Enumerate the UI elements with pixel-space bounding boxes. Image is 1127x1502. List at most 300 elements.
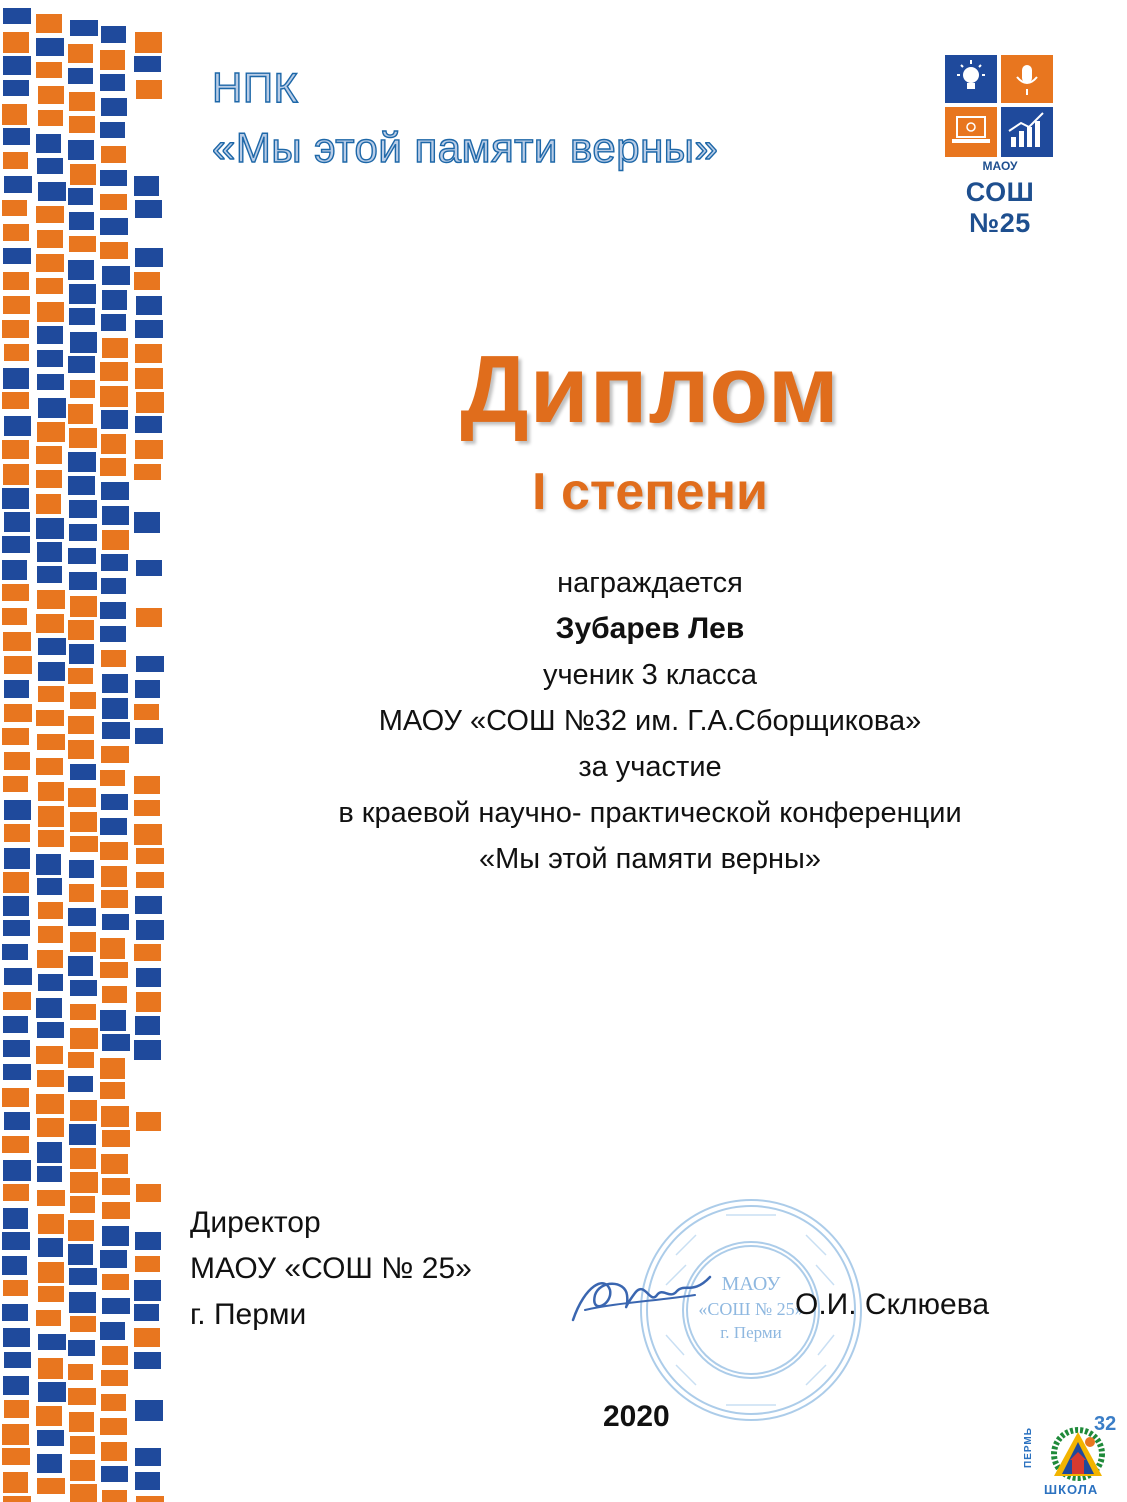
mosaic-tile [102,1490,127,1502]
mosaic-tile [102,530,129,550]
mosaic-tile [102,1346,128,1365]
diploma-degree: I степени [532,463,768,521]
mosaic-tile [38,686,64,702]
school-32-logo-emblem [1040,1424,1110,1482]
mosaic-tile [2,584,29,601]
school-logo-maou: МАОУ [982,159,1018,173]
mosaic-tile [38,1382,66,1402]
mosaic-tile [38,902,63,919]
award-text [250,560,1050,882]
mosaic-tile [69,308,95,325]
director-city: г. Перми [190,1298,307,1331]
mosaic-tile [3,1064,31,1080]
mosaic-tile [69,1124,96,1145]
mosaic-tile [69,572,97,590]
mosaic-tile [36,998,62,1018]
mosaic-tile [4,512,30,532]
mosaic-tile [69,236,96,252]
mosaic-tile [135,1400,163,1421]
mosaic-tile [3,776,28,792]
school-logo-number: СОШ №25 [965,177,1035,238]
mosaic-tile [100,194,127,210]
mosaic-tile [38,86,64,104]
mosaic-tile [2,944,28,960]
mosaic-tile [69,860,94,878]
mosaic-tile [101,890,128,908]
mosaic-tile [134,1328,160,1347]
mosaic-tile [36,854,61,875]
mosaic-tile [102,722,130,739]
mosaic-tile [102,1202,130,1219]
mosaic-tile [37,878,62,895]
decorative-mosaic-border [0,0,170,1502]
mosaic-tile [102,506,129,525]
school-logo-icons [945,55,1053,157]
mosaic-tile [70,692,96,709]
mosaic-tile [135,896,162,914]
mosaic-tile [3,872,29,893]
mosaic-tile [69,500,97,518]
mosaic-tile [4,344,29,361]
mosaic-tile [100,74,125,91]
mosaic-tile [134,1040,161,1060]
mosaic-tile [2,560,27,580]
mosaic-tile [135,1472,160,1490]
mosaic-tile [100,1250,127,1268]
mosaic-tile [136,920,164,940]
mosaic-tile [2,536,30,553]
mosaic-tile [36,1310,61,1326]
mosaic-tile [136,848,164,864]
mosaic-tile [102,698,128,719]
mosaic-tile [134,272,160,290]
mosaic-tile [2,1232,30,1250]
mosaic-tile [3,1280,28,1296]
mosaic-tile [68,1052,94,1068]
mosaic-tile [70,836,98,852]
mosaic-tile [38,1214,64,1234]
mosaic-tile [135,368,163,389]
mosaic-tile [100,1058,125,1079]
mosaic-tile [36,278,63,294]
mosaic-tile [38,1358,63,1379]
mosaic-tile [135,1448,161,1466]
mosaic-tile [2,608,27,625]
mosaic-tile [68,260,94,280]
mosaic-tile [101,146,126,163]
mosaic-tile [4,704,32,722]
mosaic-tile [101,1370,128,1386]
mosaic-tile [2,200,27,216]
mosaic-tile [3,920,30,936]
mosaic-tile [134,704,159,720]
mosaic-tile [70,596,97,617]
mosaic-tile [100,770,125,786]
mosaic-tile [36,1406,62,1426]
mosaic-tile [2,1448,30,1465]
mosaic-tile [70,1004,96,1020]
mosaic-tile [3,272,29,290]
mosaic-tile [38,398,66,418]
mosaic-tile [68,620,94,640]
mosaic-tile [100,1418,127,1435]
mosaic-tile [37,374,64,390]
school-32-logo-number: 32 [1094,1413,1117,1435]
mosaic-tile [2,1304,28,1321]
mosaic-tile [38,1238,63,1257]
mosaic-tile [4,656,32,674]
mosaic-tile [70,332,97,353]
mosaic-tile [2,1136,29,1153]
mosaic-tile [68,668,93,684]
mosaic-tile [102,986,127,1003]
mosaic-tile [37,422,65,442]
mosaic-tile [135,344,162,363]
mosaic-tile [38,1286,64,1302]
mosaic-tile [134,512,160,533]
mosaic-tile [70,812,97,832]
mosaic-tile [37,350,63,367]
award-reason: за участие [578,751,722,783]
mosaic-tile [100,1082,125,1099]
mosaic-tile [102,338,128,358]
mosaic-tile [136,656,164,672]
director-org: МАОУ «СОШ № 25» [190,1252,472,1285]
mosaic-tile [136,1184,161,1202]
mosaic-tile [3,368,29,389]
mosaic-tile [134,1304,159,1321]
mosaic-tile [38,1262,64,1283]
mosaic-tile [36,134,61,153]
mosaic-tile [36,62,62,78]
mosaic-tile [100,1010,126,1031]
mosaic-tile [36,1094,64,1114]
mosaic-tile [3,56,31,75]
mosaic-tile [4,800,31,820]
mosaic-tile [3,896,29,916]
mosaic-tile [36,14,62,33]
mosaic-tile [70,1172,98,1193]
mosaic-tile [100,938,125,959]
mosaic-tile [37,230,63,248]
mosaic-tile [2,728,29,745]
director-block [190,1200,472,1338]
mosaic-tile [68,140,94,160]
mosaic-tile [101,578,126,594]
mosaic-tile [102,1274,129,1290]
mosaic-tile [3,992,31,1010]
school-32-logo [1022,1410,1122,1500]
mosaic-tile [38,110,63,126]
conference-heading [212,58,718,178]
mosaic-tile [38,830,64,847]
mosaic-tile [134,776,160,794]
mosaic-tile [70,164,96,185]
mosaic-tile [38,926,63,943]
mosaic-tile [37,326,63,344]
mosaic-tile [3,1208,28,1229]
mosaic-tile [68,68,93,84]
mosaic-tile [2,320,29,338]
mosaic-tile [68,1076,93,1092]
mosaic-tile [70,20,98,36]
mosaic-tile [37,1070,64,1087]
mosaic-tile [68,548,96,564]
mosaic-tile [4,416,31,436]
mosaic-tile [134,1352,161,1369]
mosaic-tile [68,716,94,734]
mosaic-tile [136,608,162,627]
mosaic-tile [37,1190,65,1206]
mosaic-tile [68,476,95,495]
mosaic-tile [101,1154,128,1174]
mosaic-tile [68,908,96,926]
mosaic-tile [3,632,31,651]
mosaic-tile [68,956,93,976]
recipient-school: МАОУ «СОШ №32 им. Г.А.Сборщикова» [378,705,922,737]
mosaic-tile [101,746,129,763]
mosaic-tile [70,980,97,996]
mosaic-tile [100,458,126,476]
mosaic-tile [37,1022,64,1038]
mosaic-tile [3,464,29,485]
mosaic-tile [134,176,159,196]
mosaic-tile [102,1226,129,1246]
mosaic-tile [101,1442,127,1461]
stamp-text-2: «СОШ № 25» [698,1299,804,1319]
mosaic-tile [3,32,29,53]
year: 2020 [603,1400,670,1433]
mosaic-tile [3,1040,30,1057]
recipient-grade: ученик 3 класса [542,659,758,691]
mosaic-tile [37,734,65,750]
mosaic-tile [37,1454,62,1473]
mosaic-tile [4,824,30,842]
mosaic-tile [4,752,30,770]
mosaic-tile [36,614,64,633]
mosaic-tile [134,1280,161,1301]
mosaic-tile [3,1016,28,1033]
mosaic-tile [101,314,126,331]
event-description: в краевой научно- практической конференции [338,797,962,829]
mosaic-tile [135,416,162,433]
mosaic-tile [3,224,29,241]
mosaic-tile [101,410,128,429]
mosaic-tile [100,218,128,235]
mosaic-tile [70,1436,95,1454]
mosaic-tile [4,968,32,985]
mosaic-tile [100,170,127,186]
mosaic-tile [100,242,128,259]
mosaic-tile [136,992,161,1012]
mosaic-tile [101,26,126,43]
mosaic-tile [135,1256,160,1272]
director-name: О.И. Склюева [795,1288,990,1321]
mosaic-tile [68,188,93,205]
mosaic-tile [68,1388,96,1405]
mosaic-tile [3,8,31,24]
mosaic-tile [38,662,65,681]
mosaic-tile [37,1430,64,1446]
mosaic-tile [101,98,127,116]
mosaic-tile [135,728,163,744]
mosaic-tile [136,1112,161,1131]
mosaic-tile [136,560,162,576]
mosaic-tile [134,56,161,72]
mosaic-tile [136,872,164,888]
mosaic-tile [134,800,160,816]
stamp-text-3: г. Перми [720,1323,782,1342]
mosaic-tile [3,296,30,314]
mosaic-tile [69,1268,97,1285]
school-logo [945,55,1055,238]
mosaic-tile [36,38,64,56]
recipient-name: Зубарев Лев [555,612,745,645]
mosaic-tile [3,1472,28,1493]
mosaic-tile [36,254,64,272]
mosaic-tile [102,914,129,930]
mosaic-tile [2,440,29,459]
mosaic-tile [100,626,126,642]
mosaic-tile [38,782,64,801]
mosaic-tile [101,650,126,667]
school-32-logo-school: ШКОЛА [1044,1482,1099,1497]
mosaic-tile [68,1220,94,1241]
mosaic-tile [135,1016,160,1035]
mosaic-tile [102,1298,130,1314]
mosaic-tile [69,92,95,111]
mosaic-tile [36,1046,63,1064]
mosaic-tile [36,470,62,488]
mosaic-tile [68,1364,93,1380]
mosaic-tile [68,452,96,472]
mosaic-tile [69,884,94,902]
mosaic-tile [136,392,164,413]
mosaic-tile [102,290,127,310]
mosaic-tile [3,1160,31,1181]
mosaic-tile [36,206,64,223]
mosaic-tile [100,386,128,407]
mosaic-tile [134,944,161,961]
mosaic-tile [101,1466,128,1482]
mosaic-tile [68,404,93,424]
event-name: «Мы этой памяти верны» [478,843,822,875]
director-signature [565,1265,715,1335]
mosaic-tile [69,284,96,304]
mosaic-tile [136,968,161,987]
mosaic-tile [4,1352,31,1368]
mosaic-tile [4,1112,30,1130]
mosaic-tile [38,974,63,991]
mosaic-tile [68,356,95,373]
mosaic-tile [36,446,62,464]
mosaic-tile [100,362,128,381]
mosaic-tile [36,494,61,514]
mosaic-tile [136,296,162,315]
mosaic-tile [134,824,162,845]
mosaic-tile [70,1460,95,1481]
mosaic-tile [37,158,63,174]
mosaic-tile [68,1340,95,1356]
mosaic-tile [135,320,163,338]
mosaic-tile [100,818,127,835]
mosaic-tile [101,482,129,500]
mosaic-tile [101,554,128,571]
mosaic-tile [3,128,30,145]
mosaic-tile [4,848,30,869]
mosaic-tile [102,1130,130,1147]
mosaic-tile [136,80,162,99]
mosaic-tile [135,680,160,698]
mosaic-tile [69,1292,96,1313]
mosaic-tile [135,248,163,267]
mosaic-tile [38,1334,66,1350]
mosaic-tile [38,182,66,201]
school-32-logo-city: ПЕРМЬ [1022,1427,1034,1468]
mosaic-tile [69,644,94,664]
mosaic-tile [69,212,94,230]
mosaic-tile [37,950,63,968]
mosaic-tile [101,1106,129,1127]
mosaic-tile [3,1496,31,1502]
mosaic-tile [37,1118,64,1137]
mosaic-tile [68,1244,93,1265]
mosaic-tile [37,1142,62,1163]
mosaic-tile [37,302,64,322]
mosaic-tile [135,440,163,459]
mosaic-tile [102,1178,130,1195]
mosaic-tile [135,1232,161,1250]
mosaic-tile [100,842,128,860]
mosaic-tile [70,380,95,398]
awarded-label: награждается [557,567,743,599]
conference-abbr: НПК [212,64,299,111]
mosaic-tile [68,788,96,807]
mosaic-tile [102,674,128,693]
mosaic-tile [100,962,128,978]
mosaic-tile [102,266,130,285]
mosaic-tile [3,1376,29,1395]
mosaic-tile [37,1166,62,1182]
mosaic-tile [136,1496,164,1502]
mosaic-tile [37,1478,65,1494]
mosaic-tile [2,1256,27,1275]
mosaic-tile [69,116,95,133]
mosaic-tile [4,176,32,193]
mosaic-tile [3,1328,30,1347]
mosaic-tile [4,680,29,698]
mosaic-tile [2,392,29,409]
mosaic-tile [36,518,64,539]
mosaic-tile [69,1412,94,1432]
mosaic-tile [135,32,162,53]
mosaic-tile [70,1196,95,1213]
mosaic-tile [100,122,125,138]
mosaic-tile [70,1028,98,1049]
mosaic-tile [4,1400,29,1418]
mosaic-tile [38,638,66,655]
mosaic-tile [70,932,96,952]
mosaic-tile [2,1424,29,1445]
mosaic-tile [102,1034,130,1051]
mosaic-tile [135,200,162,218]
mosaic-tile [70,1148,96,1169]
director-title: Директор [190,1206,321,1239]
mosaic-tile [2,104,27,125]
diploma-title: Диплом [460,336,840,443]
mosaic-tile [70,1316,96,1332]
mosaic-tile [2,1088,29,1107]
